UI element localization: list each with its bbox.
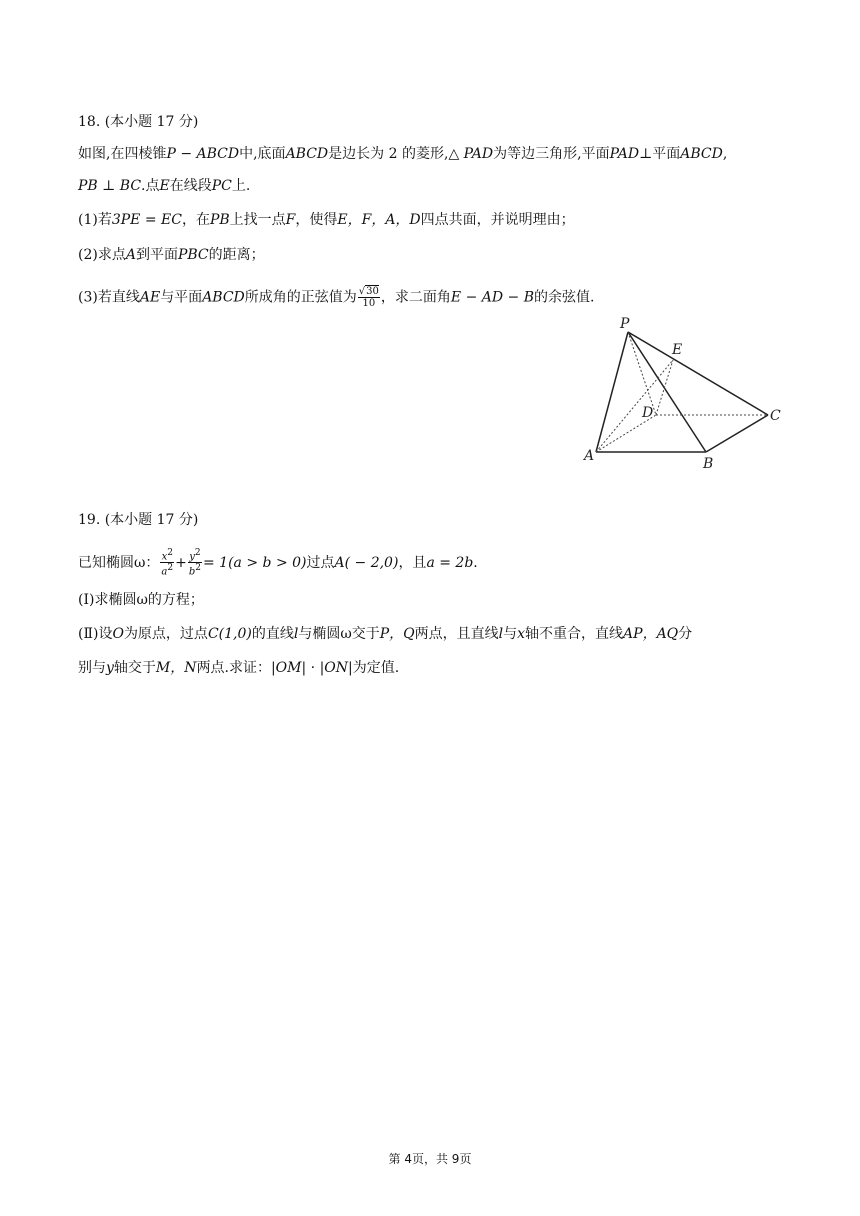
q18-stem-line1: 如图,在四棱锥P − ABCD中,底面ABCD是边长为 2 的菱形,△ PAD为等边三角形,平面PAD⊥平面ABCD,	[78, 146, 728, 162]
edge-BC	[706, 415, 768, 452]
q19-part2-line1: (Ⅱ)设O为原点，过点C(1,0)的直线l与椭圆ω交于P，Q两点，且直线l与x轴不重合，直线AP，AQ分	[78, 626, 693, 642]
label-A: A	[584, 448, 595, 464]
q18-part1: (1)若3PE = EC，在PB上找一点F，使得E，F，A，D四点共面，并说明理由；	[78, 212, 575, 228]
q19-part1: (Ⅰ)求椭圆ω的方程；	[78, 592, 204, 608]
edge-DE	[656, 360, 673, 415]
label-C: C	[770, 408, 781, 424]
page-footer: 第 4页，共 9页	[388, 1152, 472, 1166]
label-P: P	[620, 316, 630, 332]
q19-header: 19. (本小题 17 分)	[78, 512, 199, 528]
q19-part2-line2: 别与y轴交于M，N两点.求证：|OM| · |ON|为定值.	[78, 660, 400, 676]
label-B: B	[703, 456, 714, 472]
q18-part2: (2)求点A到平面PBC的距离；	[78, 247, 265, 263]
q18-part3: (3)若直线AE与平面ABCD所成角的正弦值为 $\frac{√30}{10}$ ，求二面角E − AD − B的余弦值.	[78, 286, 595, 309]
pyramid-figure	[578, 312, 788, 482]
label-D: D	[642, 405, 654, 421]
q18-header: 18. (本小题 17 分)	[78, 114, 199, 130]
edge-PC	[628, 332, 768, 415]
edge-PA	[596, 332, 628, 452]
q18-stem-line2: PB ⊥ BC.点E在线段PC上.	[78, 178, 251, 194]
q19-stem: 已知椭圆ω： $\frac{x^2}{a^2}$ + $\frac{y^2}{b^2}$ = 1(a > b > 0)过点A( − 2,0)，且a = 2b.	[78, 548, 478, 578]
fraction-sqrt30-over-10: $\frac{√30}{10}$	[358, 286, 379, 309]
fraction-x2-a2: $\frac{x^2}{a^2}$	[161, 548, 174, 578]
edge-PD	[628, 332, 656, 415]
label-E: E	[672, 342, 683, 358]
fraction-y2-b2: $\frac{y^2}{b^2}$	[188, 548, 201, 578]
edge-PB	[628, 332, 706, 452]
